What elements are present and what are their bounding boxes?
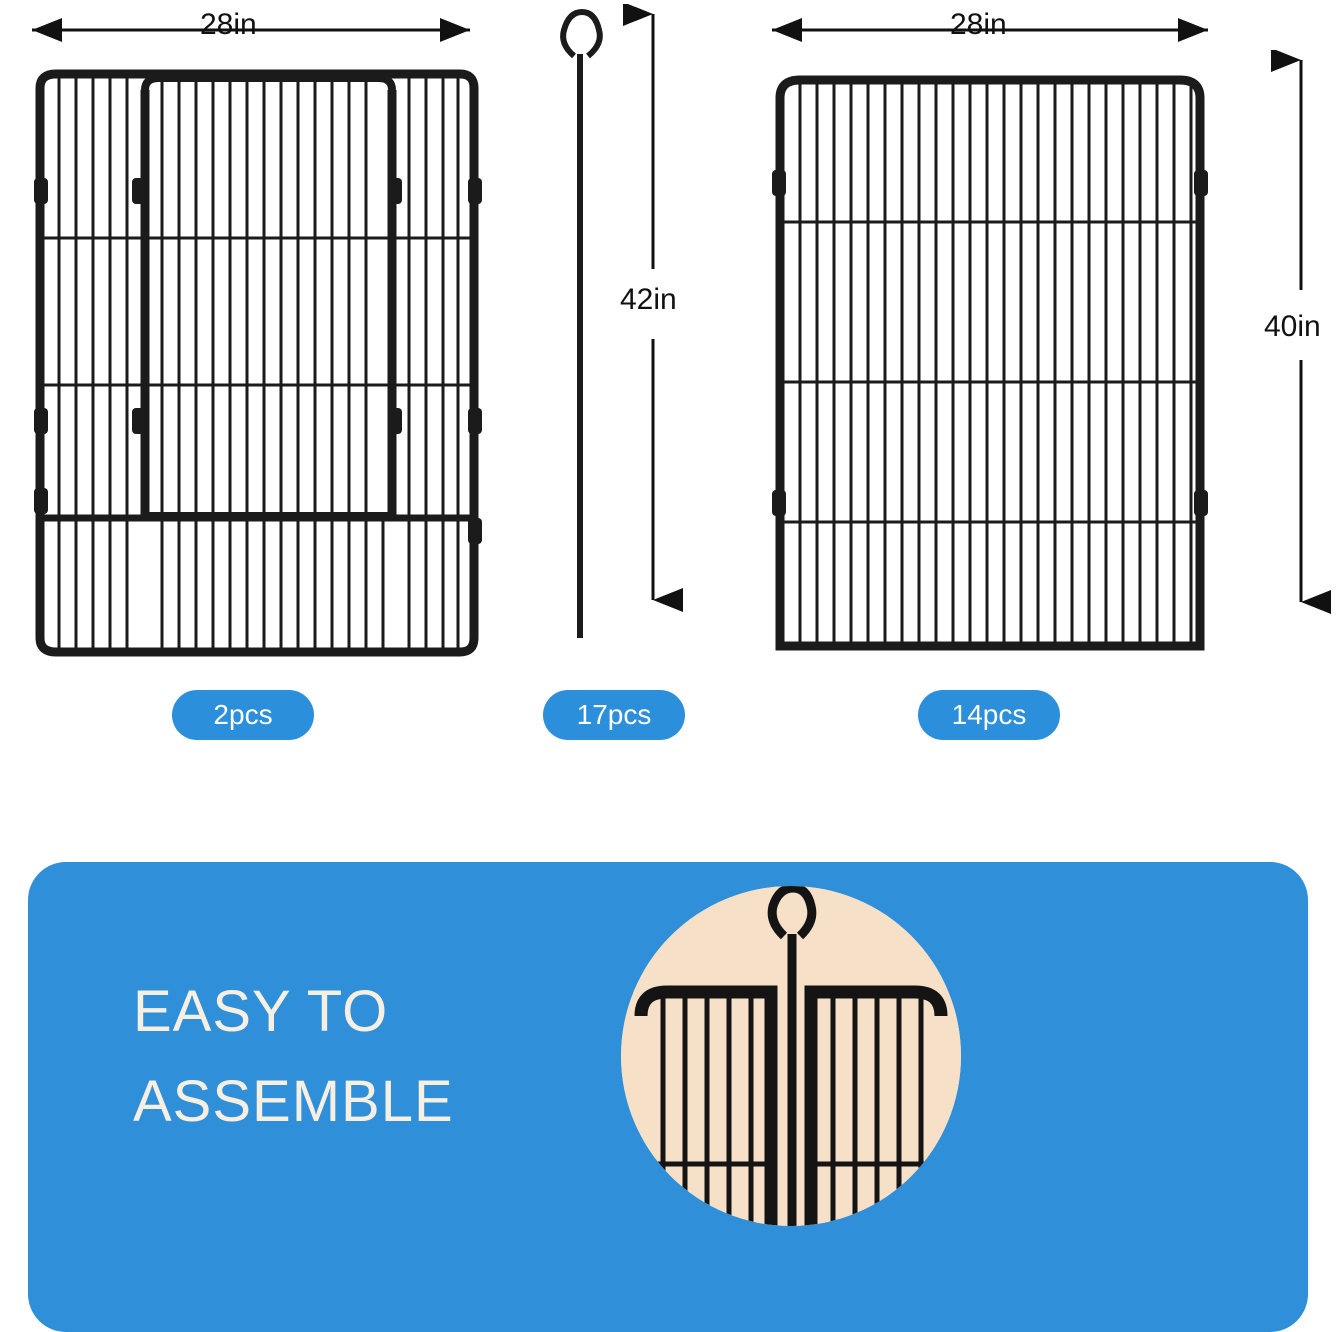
gate-panel-pcs-badge: 2pcs — [172, 690, 314, 740]
stake-height-label: 42in — [620, 283, 677, 316]
banner-line-2: ASSEMBLE — [133, 1068, 454, 1134]
gate-panel-drawing — [10, 10, 510, 690]
wire-panel-height-label: 40in — [1264, 310, 1321, 343]
wire-panel-drawing — [750, 10, 1230, 690]
wire-panel-pcs-badge: 14pcs — [918, 690, 1060, 740]
wire-panel-width-label: 28in — [950, 8, 1007, 41]
wire-panel-height-dimension — [1248, 50, 1336, 670]
gate-panel-width-label: 28in — [200, 8, 257, 41]
assembly-photo-circle — [621, 886, 961, 1226]
banner-heading — [133, 967, 653, 1147]
assembly-closeup-drawing — [621, 886, 961, 1226]
ground-stake-pcs-badge: 17pcs — [543, 690, 685, 740]
assembly-photo — [621, 886, 961, 1332]
easy-to-assemble-banner — [28, 862, 1308, 1332]
banner-line-1: EASY TO — [133, 979, 389, 1044]
